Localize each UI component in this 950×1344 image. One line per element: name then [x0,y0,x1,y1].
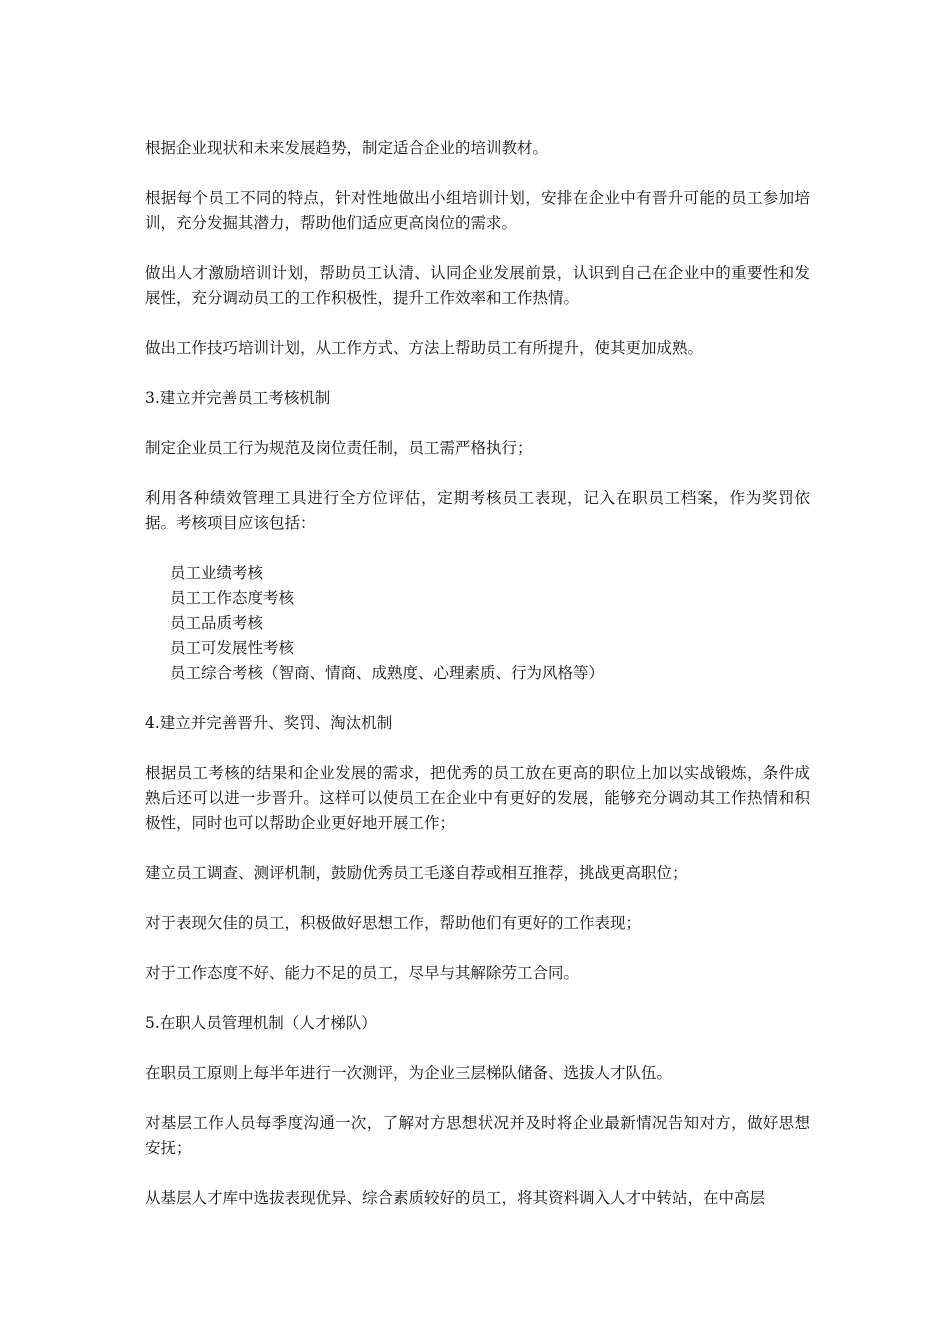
heading-section-5: 5.在职人员管理机制（人才梯队） [145,1014,377,1032]
para-performance-tools: 利用各种绩效管理工具进行全方位评估，定期考核员工表现，记入在职员工档案，作为奖罚依据。考核项目应该包括： [145,489,810,532]
heading-section-4: 4.建立并完善晋升、奖罚、淘汰机制 [145,714,393,732]
para-code-of-conduct: 制定企业员工行为规范及岗位责任制，员工需严格执行； [145,439,533,457]
list-item: 员工工作态度考核 [170,589,295,607]
heading-section-3: 3.建立并完善员工考核机制 [145,389,331,407]
para-termination: 对于工作态度不好、能力不足的员工，尽早与其解除劳工合同。 [145,964,580,982]
list-item: 员工综合考核（智商、情商、成熟度、心理素质、行为风格等） [170,664,605,682]
para-quarterly-communication: 对基层工作人员每季度沟通一次，了解对方思想状况并及时将企业最新情况告知对方，做好思想安抚； [145,1114,810,1157]
para-underperformers: 对于表现欠佳的员工，积极做好思想工作，帮助他们有更好的工作表现； [145,914,642,932]
para-training-materials: 根据企业现状和未来发展趋势，制定适合企业的培训教材。 [145,139,549,157]
document-body [145,136,810,1236]
para-survey-evaluation: 建立员工调查、测评机制，鼓励优秀员工毛遂自荐或相互推荐，挑战更高职位； [145,864,688,882]
list-item: 员工业绩考核 [170,564,264,582]
list-item: 员工品质考核 [170,614,264,632]
list-item: 员工可发展性考核 [170,639,295,657]
para-skills-training: 做出工作技巧培训计划，从工作方式、方法上帮助员工有所提升，使其更加成熟。 [145,339,704,357]
para-semiannual-evaluation: 在职员工原则上每半年进行一次测评，为企业三层梯队储备、选拔人才队伍。 [145,1064,673,1082]
para-promotion: 根据员工考核的结果和企业发展的需求，把优秀的员工放在更高的职位上加以实战锻炼，条件成熟后还可以进一步晋升。这样可以使员工在企业中有更好的发展，能够充分调动其工作热情和积极性，同时也可以帮助企业更好地开展工作； [145,764,810,832]
para-incentive-training: 做出人才激励培训计划，帮助员工认清、认同企业发展前景，认识到自己在企业中的重要性和发展性，充分调动员工的工作积极性，提升工作效率和工作热情。 [145,264,810,307]
para-talent-selection: 从基层人才库中选拔表现优异、综合素质较好的员工，将其资料调入人才中转站，在中高层 [145,1189,766,1207]
para-group-training: 根据每个员工不同的特点，针对性地做出小组培训计划，安排在企业中有晋升可能的员工参加培训，充分发掘其潜力，帮助他们适应更高岗位的需求。 [145,189,810,232]
assessment-items-list [145,561,810,686]
